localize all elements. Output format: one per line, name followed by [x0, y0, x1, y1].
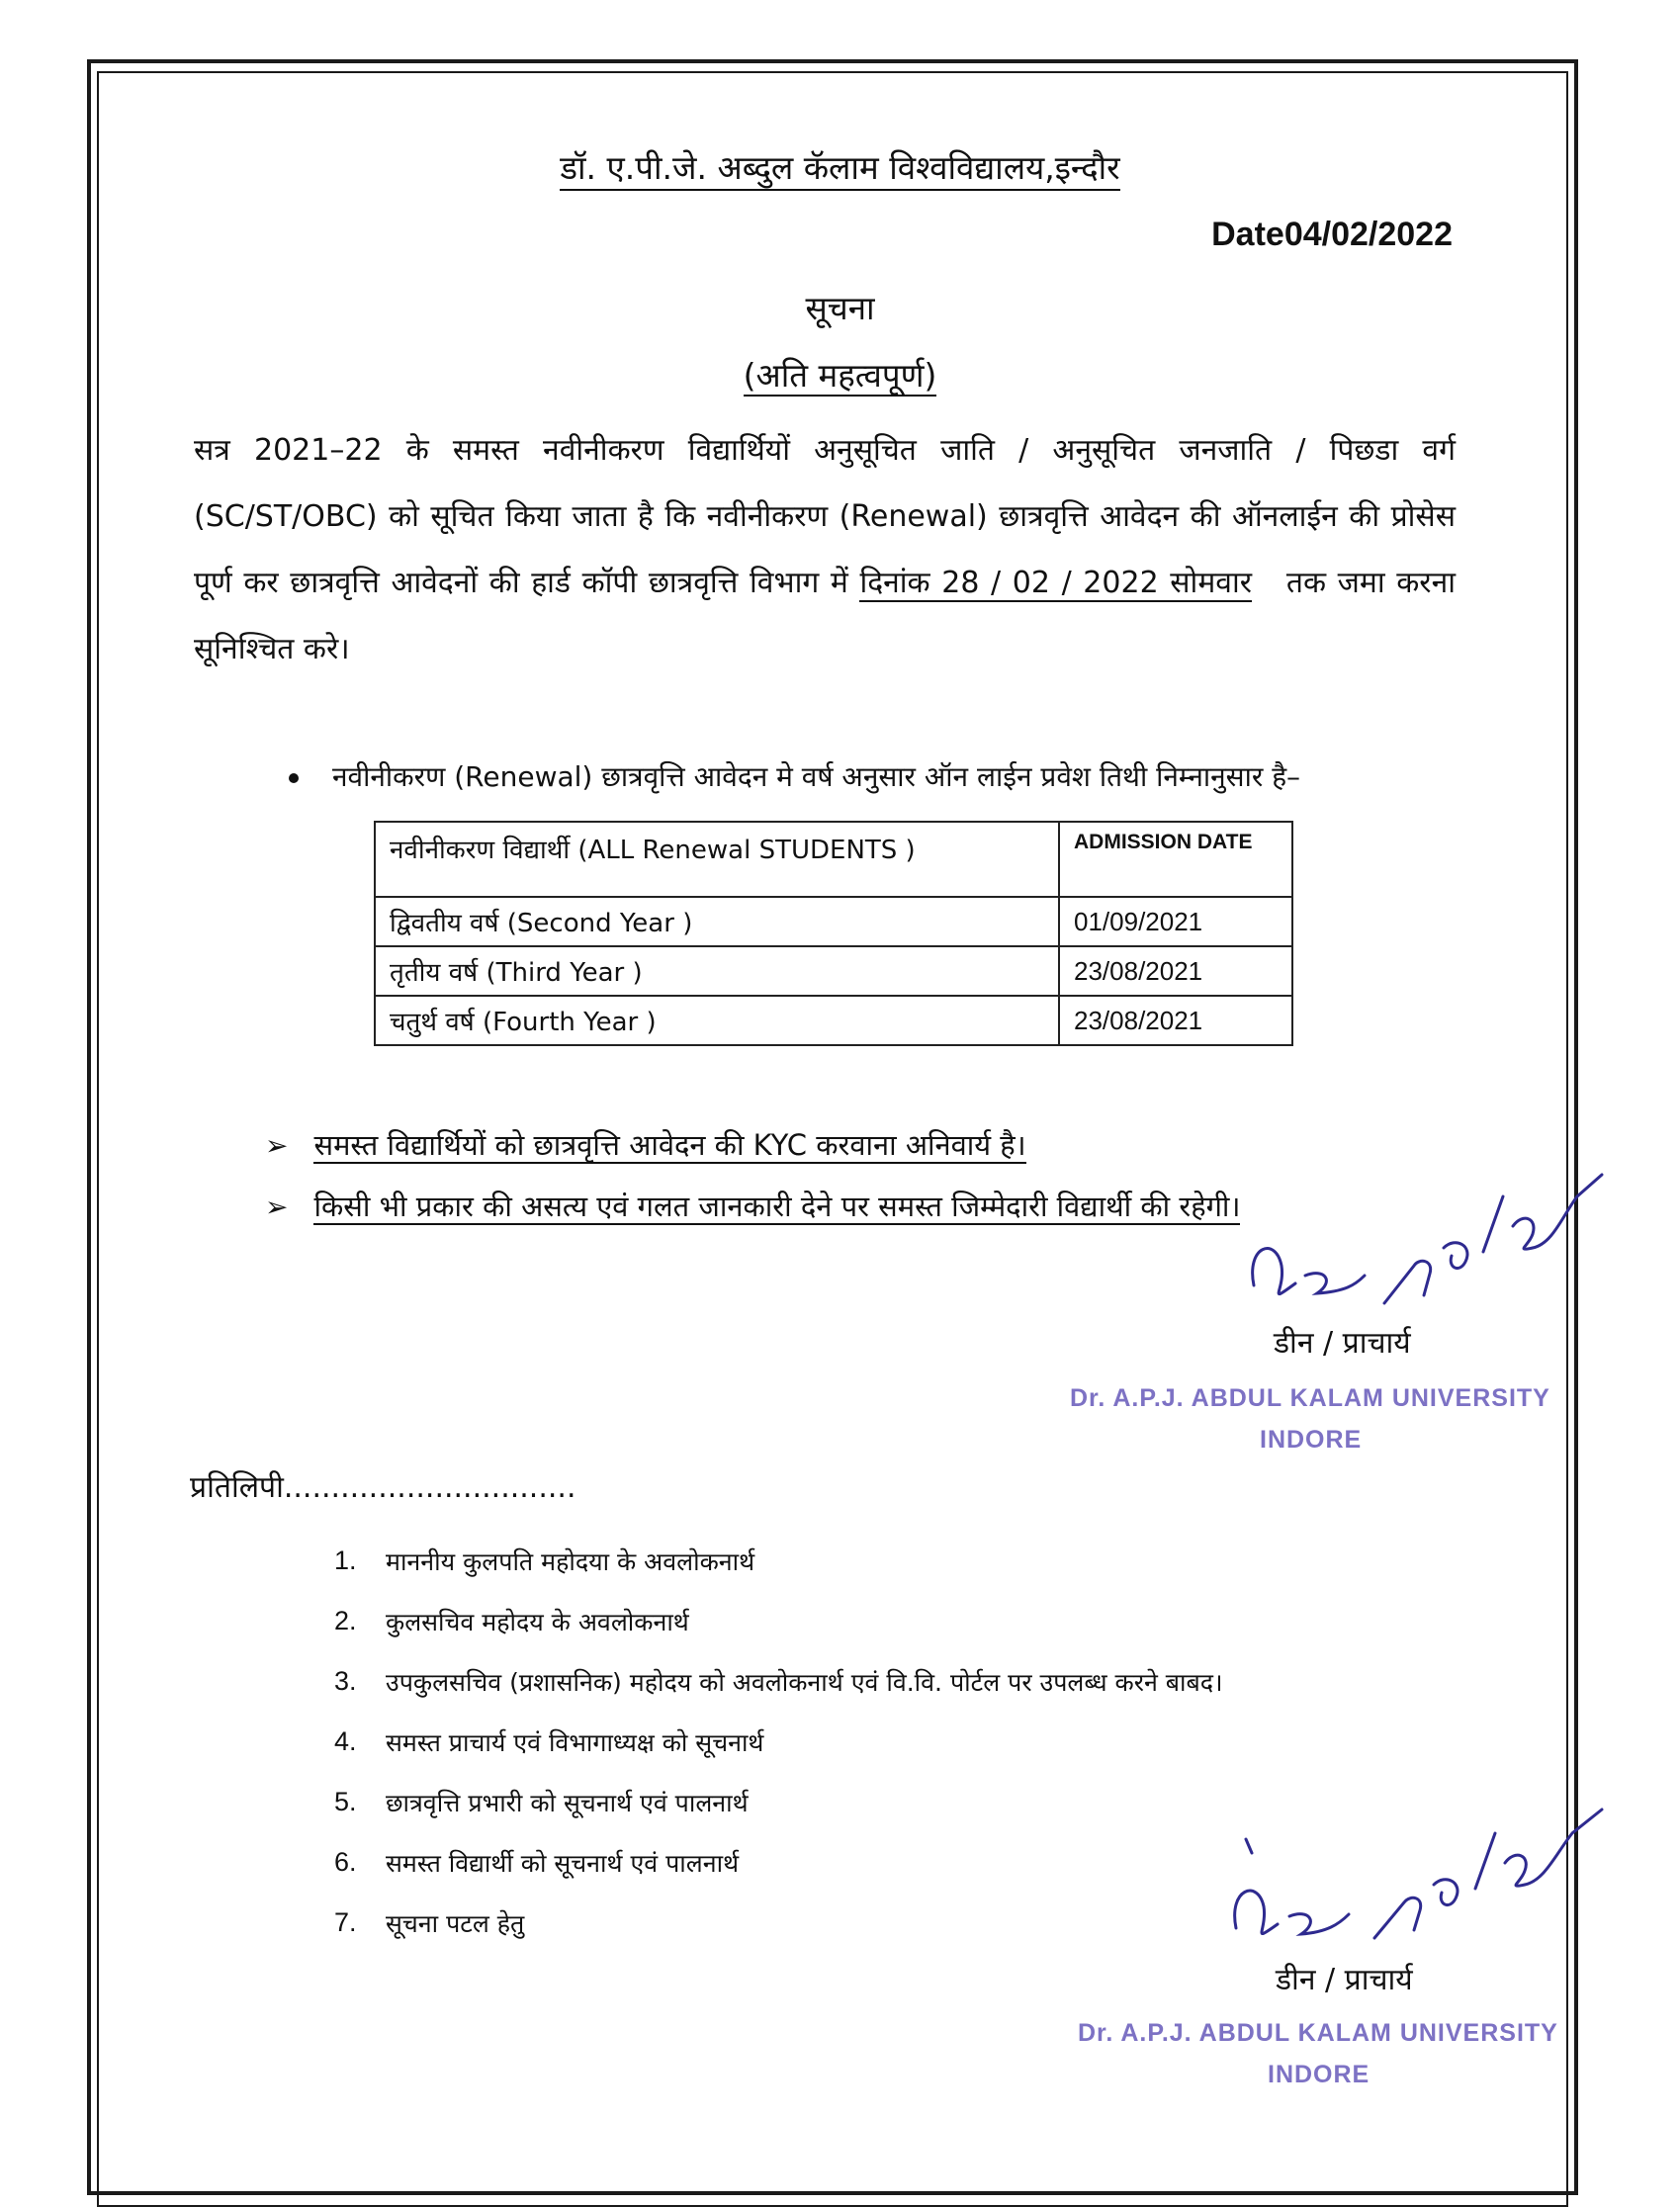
notice-subheading: (अति महत्वपूर्ण) — [743, 356, 937, 395]
point-responsibility: ➢ किसी भी प्रकार की असत्य एवं गलत जानकारी देने पर समस्त जिम्मेदारी विद्यार्थी की रहेगी। — [265, 1190, 1241, 1223]
table-cell-date: 23/08/2021 — [1059, 946, 1292, 996]
signature-scribble-2 — [1216, 1780, 1612, 1968]
table-cell-date: 23/08/2021 — [1059, 996, 1292, 1045]
signature-designation-2: डीन / प्राचार्य — [1276, 1963, 1413, 1997]
table-row — [375, 897, 1292, 946]
stamp-city-1: INDORE — [1260, 1426, 1363, 1454]
table-row — [375, 996, 1292, 1045]
table-header-date: ADMISSION DATE — [1059, 822, 1292, 897]
table-header-row — [375, 822, 1292, 897]
list-item: 2. कुलसचिव महोदय के अवलोकनार्थ — [334, 1606, 689, 1636]
notice-heading: सूचना — [805, 289, 875, 327]
bullet-icon — [289, 773, 299, 783]
arrow-bullet-icon: ➢ — [265, 1191, 289, 1223]
stamp-city-2: INDORE — [1268, 2061, 1371, 2088]
list-item: 1. माननीय कुलपति महोदया के अवलोकनार्थ — [334, 1545, 755, 1576]
list-item: 5. छात्रवृत्ति प्रभारी को सूचनार्थ एवं पालनार्थ — [334, 1787, 749, 1817]
table-cell-date: 01/09/2021 — [1059, 897, 1292, 946]
signature-scribble-1 — [1236, 1157, 1612, 1335]
list-item: 4. समस्त प्राचार्य एवं विभागाध्यक्ष को सूचनार्थ — [334, 1726, 764, 1757]
table-cell-year: द्विवतीय वर्ष (Second Year ) — [375, 897, 1059, 946]
list-item: 6. समस्त विद्यार्थी को सूचनार्थ एवं पालनार्थ — [334, 1847, 740, 1878]
notice-date: Date04/02/2022 — [1211, 216, 1453, 253]
list-item: 7. सूचना पटल हेतु — [334, 1907, 525, 1938]
list-item: 3. उपकुलसचिव (प्रशासनिक) महोदय को अवलोकनार्थ एवं वि.वि. पोर्टल पर उपलब्ध करने बाबद। — [334, 1666, 1223, 1697]
paragraph-text: सत्र 2021–22 के समस्त नवीनीकरण विद्यार्थियों अनुसूचित जाति / अनुसूचित जनजाति / पिछडा वर्ग (SC/ST/OBC) को सूचित किया जाता है कि नवीनीकरण (Renewal) छात्रवृत्ति आवेदन की ऑनलाईन की प्रोसेस पूर्ण कर छात्रवृत्ति आवेदनों की हार्ड कॉपी छात्रवृत्ति विभाग में — [194, 433, 1456, 600]
deadline-text: दिनांक 28 / 02 / 2022 सोमवार — [859, 566, 1252, 600]
stamp-university-2: Dr. A.P.J. ABDUL KALAM UNIVERSITY — [1078, 2019, 1558, 2047]
arrow-bullet-icon: ➢ — [265, 1129, 289, 1162]
main-paragraph — [194, 417, 1456, 682]
signature-designation-1: डीन / प्राचार्य — [1274, 1326, 1411, 1361]
university-title: डॉ. ए.पी.जे. अब्दुल कॅलाम विश्वविद्यालय,इन्दौर — [0, 144, 1680, 189]
table-cell-year: चतुर्थ वर्ष (Fourth Year ) — [375, 996, 1059, 1045]
table-cell-year: तृतीय वर्ष (Third Year ) — [375, 946, 1059, 996]
table-header-students: नवीनीकरण विद्यार्थी (ALL Renewal STUDENTS ) — [375, 822, 1059, 897]
table-row — [375, 946, 1292, 996]
stamp-university-1: Dr. A.P.J. ABDUL KALAM UNIVERSITY — [1070, 1384, 1550, 1412]
copy-label: प्रतिलिपी............................... — [190, 1470, 576, 1505]
copy-list — [334, 1531, 1223, 1953]
bullet-line: नवीनीकरण (Renewal) छात्रवृत्ति आवेदन मे वर्ष अनुसार ऑन लाईन प्रवेश तिथी निम्नानुसार है– — [289, 757, 1300, 795]
admission-table — [374, 821, 1293, 1046]
paragraph-end: तक जमा करना सूनिश्चित करे। — [194, 566, 1456, 666]
point-kyc: ➢ समस्त विद्यार्थियों को छात्रवृत्ति आवेदन की KYC करवाना अनिवार्य है। — [265, 1128, 1026, 1162]
